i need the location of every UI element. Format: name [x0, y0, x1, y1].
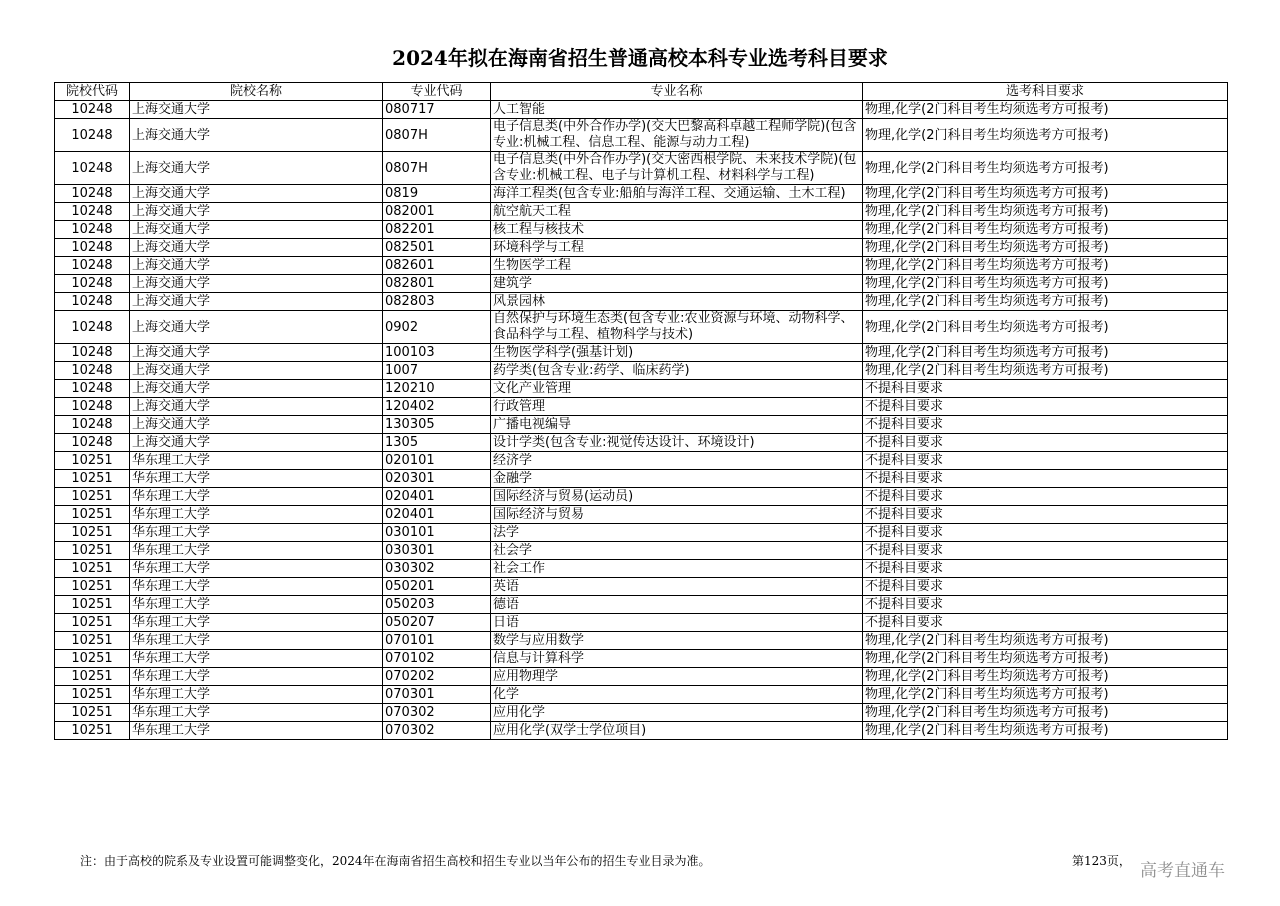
school-code-cell: 10248	[55, 257, 130, 275]
major-name-cell: 核工程与核技术	[491, 221, 863, 239]
requirements-table	[54, 82, 1228, 740]
school-name-cell: 上海交通大学	[130, 119, 383, 152]
major-code-cell: 070101	[383, 632, 491, 650]
school-name-cell: 华东理工大学	[130, 686, 383, 704]
school-name-cell: 上海交通大学	[130, 362, 383, 380]
table-row	[55, 239, 1228, 257]
school-name-cell: 华东理工大学	[130, 470, 383, 488]
school-code-cell: 10248	[55, 119, 130, 152]
subject-requirement-cell: 物理,化学(2门科目考生均须选考方可报考)	[863, 257, 1228, 275]
major-code-cell: 070102	[383, 650, 491, 668]
table-row	[55, 311, 1228, 344]
table-row	[55, 380, 1228, 398]
major-code-cell: 080717	[383, 101, 491, 119]
major-name-cell: 国际经济与贸易	[491, 506, 863, 524]
table-row	[55, 650, 1228, 668]
major-name-cell: 设计学类(包含专业:视觉传达设计、环境设计)	[491, 434, 863, 452]
column-header-major-code: 专业代码	[383, 83, 491, 101]
subject-requirement-cell: 物理,化学(2门科目考生均须选考方可报考)	[863, 119, 1228, 152]
school-code-cell: 10248	[55, 344, 130, 362]
table-row	[55, 452, 1228, 470]
subject-requirement-cell: 不提科目要求	[863, 578, 1228, 596]
major-name-cell: 应用物理学	[491, 668, 863, 686]
major-name-cell: 应用化学(双学士学位项目)	[491, 722, 863, 740]
school-name-cell: 华东理工大学	[130, 668, 383, 686]
major-name-cell: 风景园林	[491, 293, 863, 311]
table-row	[55, 686, 1228, 704]
school-code-cell: 10248	[55, 239, 130, 257]
major-name-cell: 数学与应用数学	[491, 632, 863, 650]
school-code-cell: 10251	[55, 668, 130, 686]
subject-requirement-cell: 不提科目要求	[863, 596, 1228, 614]
page-title: 2024年拟在海南省招生普通高校本科专业选考科目要求	[392, 46, 888, 70]
major-code-cell: 082501	[383, 239, 491, 257]
major-code-cell: 070301	[383, 686, 491, 704]
subject-requirement-cell: 不提科目要求	[863, 380, 1228, 398]
school-name-cell: 上海交通大学	[130, 398, 383, 416]
school-name-cell: 上海交通大学	[130, 152, 383, 185]
school-code-cell: 10251	[55, 614, 130, 632]
table-row	[55, 257, 1228, 275]
school-name-cell: 上海交通大学	[130, 185, 383, 203]
school-name-cell: 上海交通大学	[130, 344, 383, 362]
table-row	[55, 578, 1228, 596]
table-row	[55, 119, 1228, 152]
subject-requirement-cell: 物理,化学(2门科目考生均须选考方可报考)	[863, 632, 1228, 650]
table-row	[55, 542, 1228, 560]
major-code-cell: 082801	[383, 275, 491, 293]
major-name-cell: 国际经济与贸易(运动员)	[491, 488, 863, 506]
major-name-cell: 电子信息类(中外合作办学)(交大密西根学院、未来技术学院)(包含专业:机械工程、电子与计算机工程、材料科学与工程)	[491, 152, 863, 185]
major-name-cell: 文化产业管理	[491, 380, 863, 398]
major-code-cell: 0902	[383, 311, 491, 344]
school-name-cell: 上海交通大学	[130, 311, 383, 344]
subject-requirement-cell: 物理,化学(2门科目考生均须选考方可报考)	[863, 650, 1228, 668]
major-code-cell: 050203	[383, 596, 491, 614]
school-name-cell: 华东理工大学	[130, 614, 383, 632]
major-code-cell: 070302	[383, 704, 491, 722]
subject-requirement-cell: 不提科目要求	[863, 470, 1228, 488]
major-code-cell: 020101	[383, 452, 491, 470]
subject-requirement-cell: 物理,化学(2门科目考生均须选考方可报考)	[863, 101, 1228, 119]
major-name-cell: 环境科学与工程	[491, 239, 863, 257]
major-code-cell: 082601	[383, 257, 491, 275]
table-row	[55, 152, 1228, 185]
subject-requirement-cell: 不提科目要求	[863, 398, 1228, 416]
school-code-cell: 10248	[55, 416, 130, 434]
major-name-cell: 生物医学科学(强基计划)	[491, 344, 863, 362]
major-name-cell: 应用化学	[491, 704, 863, 722]
subject-requirement-cell: 物理,化学(2门科目考生均须选考方可报考)	[863, 152, 1228, 185]
major-code-cell: 020401	[383, 488, 491, 506]
major-code-cell: 070202	[383, 668, 491, 686]
school-name-cell: 华东理工大学	[130, 632, 383, 650]
major-name-cell: 日语	[491, 614, 863, 632]
subject-requirement-cell: 不提科目要求	[863, 542, 1228, 560]
subject-requirement-cell: 不提科目要求	[863, 452, 1228, 470]
school-code-cell: 10251	[55, 488, 130, 506]
major-name-cell: 航空航天工程	[491, 203, 863, 221]
table-row	[55, 722, 1228, 740]
major-name-cell: 化学	[491, 686, 863, 704]
major-name-cell: 经济学	[491, 452, 863, 470]
subject-requirement-cell: 不提科目要求	[863, 416, 1228, 434]
major-code-cell: 120210	[383, 380, 491, 398]
column-header-school-name: 院校名称	[130, 83, 383, 101]
major-name-cell: 建筑学	[491, 275, 863, 293]
major-code-cell: 130305	[383, 416, 491, 434]
school-name-cell: 华东理工大学	[130, 560, 383, 578]
subject-requirement-cell: 物理,化学(2门科目考生均须选考方可报考)	[863, 722, 1228, 740]
subject-requirement-cell: 物理,化学(2门科目考生均须选考方可报考)	[863, 362, 1228, 380]
major-code-cell: 020301	[383, 470, 491, 488]
major-name-cell: 药学类(包含专业:药学、临床药学)	[491, 362, 863, 380]
subject-requirement-cell: 物理,化学(2门科目考生均须选考方可报考)	[863, 185, 1228, 203]
table-row	[55, 293, 1228, 311]
school-code-cell: 10251	[55, 542, 130, 560]
school-name-cell: 上海交通大学	[130, 416, 383, 434]
school-name-cell: 华东理工大学	[130, 506, 383, 524]
table-row	[55, 275, 1228, 293]
major-code-cell: 082001	[383, 203, 491, 221]
subject-requirement-cell: 不提科目要求	[863, 434, 1228, 452]
major-name-cell: 海洋工程类(包含专业:船舶与海洋工程、交通运输、土木工程)	[491, 185, 863, 203]
school-name-cell: 上海交通大学	[130, 380, 383, 398]
school-code-cell: 10251	[55, 524, 130, 542]
school-code-cell: 10248	[55, 311, 130, 344]
school-name-cell: 上海交通大学	[130, 275, 383, 293]
table-row	[55, 632, 1228, 650]
subject-requirement-cell: 不提科目要求	[863, 614, 1228, 632]
school-code-cell: 10251	[55, 686, 130, 704]
table-row	[55, 704, 1228, 722]
school-name-cell: 上海交通大学	[130, 239, 383, 257]
column-header-subject-requirement: 选考科目要求	[863, 83, 1228, 101]
school-code-cell: 10251	[55, 578, 130, 596]
major-name-cell: 信息与计算科学	[491, 650, 863, 668]
major-name-cell: 社会学	[491, 542, 863, 560]
table-row	[55, 101, 1228, 119]
school-code-cell: 10251	[55, 470, 130, 488]
major-name-cell: 社会工作	[491, 560, 863, 578]
table-row	[55, 434, 1228, 452]
major-name-cell: 人工智能	[491, 101, 863, 119]
major-name-cell: 电子信息类(中外合作办学)(交大巴黎高科卓越工程师学院)(包含专业:机械工程、信息工程、能源与动力工程)	[491, 119, 863, 152]
subject-requirement-cell: 物理,化学(2门科目考生均须选考方可报考)	[863, 239, 1228, 257]
school-code-cell: 10251	[55, 506, 130, 524]
school-code-cell: 10248	[55, 185, 130, 203]
school-code-cell: 10251	[55, 596, 130, 614]
table-row	[55, 203, 1228, 221]
major-code-cell: 030101	[383, 524, 491, 542]
subject-requirement-cell: 物理,化学(2门科目考生均须选考方可报考)	[863, 344, 1228, 362]
footnote: 注：由于高校的院系及专业设置可能调整变化，2024年在海南省招生高校和招生专业以当年公布的招生专业目录为准。	[80, 854, 711, 868]
table-row	[55, 560, 1228, 578]
school-code-cell: 10251	[55, 560, 130, 578]
watermark: 高考直通车	[1140, 861, 1225, 881]
major-code-cell: 050207	[383, 614, 491, 632]
school-name-cell: 华东理工大学	[130, 596, 383, 614]
subject-requirement-cell: 不提科目要求	[863, 506, 1228, 524]
major-code-cell: 100103	[383, 344, 491, 362]
major-code-cell: 082201	[383, 221, 491, 239]
school-code-cell: 10248	[55, 293, 130, 311]
school-name-cell: 华东理工大学	[130, 722, 383, 740]
school-code-cell: 10248	[55, 203, 130, 221]
subject-requirement-cell: 不提科目要求	[863, 560, 1228, 578]
major-code-cell: 020401	[383, 506, 491, 524]
table-row	[55, 344, 1228, 362]
school-code-cell: 10251	[55, 452, 130, 470]
major-code-cell: 030302	[383, 560, 491, 578]
table-row	[55, 488, 1228, 506]
table-row	[55, 470, 1228, 488]
table-row	[55, 416, 1228, 434]
school-name-cell: 上海交通大学	[130, 293, 383, 311]
school-code-cell: 10251	[55, 704, 130, 722]
table-row	[55, 185, 1228, 203]
table-row	[55, 506, 1228, 524]
table-header-row	[55, 83, 1228, 101]
major-code-cell: 050201	[383, 578, 491, 596]
major-name-cell: 自然保护与环境生态类(包含专业:农业资源与环境、动物科学、食品科学与工程、植物科学与技术)	[491, 311, 863, 344]
school-name-cell: 华东理工大学	[130, 524, 383, 542]
school-code-cell: 10251	[55, 632, 130, 650]
school-name-cell: 上海交通大学	[130, 101, 383, 119]
major-name-cell: 德语	[491, 596, 863, 614]
subject-requirement-cell: 物理,化学(2门科目考生均须选考方可报考)	[863, 221, 1228, 239]
school-name-cell: 上海交通大学	[130, 221, 383, 239]
school-code-cell: 10248	[55, 398, 130, 416]
major-code-cell: 070302	[383, 722, 491, 740]
major-code-cell: 1305	[383, 434, 491, 452]
school-code-cell: 10251	[55, 650, 130, 668]
page-number: 第123页，	[1072, 854, 1131, 868]
major-name-cell: 生物医学工程	[491, 257, 863, 275]
table-row	[55, 398, 1228, 416]
school-code-cell: 10248	[55, 434, 130, 452]
subject-requirement-cell: 物理,化学(2门科目考生均须选考方可报考)	[863, 203, 1228, 221]
major-code-cell: 0807H	[383, 152, 491, 185]
school-name-cell: 华东理工大学	[130, 704, 383, 722]
major-name-cell: 英语	[491, 578, 863, 596]
column-header-school-code: 院校代码	[55, 83, 130, 101]
school-name-cell: 上海交通大学	[130, 257, 383, 275]
school-code-cell: 10248	[55, 152, 130, 185]
school-name-cell: 华东理工大学	[130, 578, 383, 596]
subject-requirement-cell: 物理,化学(2门科目考生均须选考方可报考)	[863, 704, 1228, 722]
school-name-cell: 华东理工大学	[130, 488, 383, 506]
school-code-cell: 10251	[55, 722, 130, 740]
table-row	[55, 362, 1228, 380]
table-row	[55, 221, 1228, 239]
major-name-cell: 行政管理	[491, 398, 863, 416]
school-code-cell: 10248	[55, 221, 130, 239]
major-name-cell: 金融学	[491, 470, 863, 488]
subject-requirement-cell: 物理,化学(2门科目考生均须选考方可报考)	[863, 311, 1228, 344]
major-code-cell: 0807H	[383, 119, 491, 152]
major-name-cell: 广播电视编导	[491, 416, 863, 434]
school-code-cell: 10248	[55, 362, 130, 380]
school-code-cell: 10248	[55, 101, 130, 119]
table-row	[55, 668, 1228, 686]
column-header-major-name: 专业名称	[491, 83, 863, 101]
school-code-cell: 10248	[55, 380, 130, 398]
subject-requirement-cell: 不提科目要求	[863, 524, 1228, 542]
major-code-cell: 120402	[383, 398, 491, 416]
subject-requirement-cell: 物理,化学(2门科目考生均须选考方可报考)	[863, 668, 1228, 686]
major-name-cell: 法学	[491, 524, 863, 542]
subject-requirement-cell: 不提科目要求	[863, 488, 1228, 506]
table-body	[55, 101, 1228, 740]
major-code-cell: 030301	[383, 542, 491, 560]
table-row	[55, 596, 1228, 614]
major-code-cell: 1007	[383, 362, 491, 380]
school-name-cell: 华东理工大学	[130, 542, 383, 560]
school-name-cell: 华东理工大学	[130, 650, 383, 668]
table-row	[55, 614, 1228, 632]
major-code-cell: 082803	[383, 293, 491, 311]
school-name-cell: 上海交通大学	[130, 434, 383, 452]
school-code-cell: 10248	[55, 275, 130, 293]
major-code-cell: 0819	[383, 185, 491, 203]
school-name-cell: 上海交通大学	[130, 203, 383, 221]
table-row	[55, 524, 1228, 542]
subject-requirement-cell: 物理,化学(2门科目考生均须选考方可报考)	[863, 275, 1228, 293]
subject-requirement-cell: 物理,化学(2门科目考生均须选考方可报考)	[863, 686, 1228, 704]
subject-requirement-cell: 物理,化学(2门科目考生均须选考方可报考)	[863, 293, 1228, 311]
school-name-cell: 华东理工大学	[130, 452, 383, 470]
